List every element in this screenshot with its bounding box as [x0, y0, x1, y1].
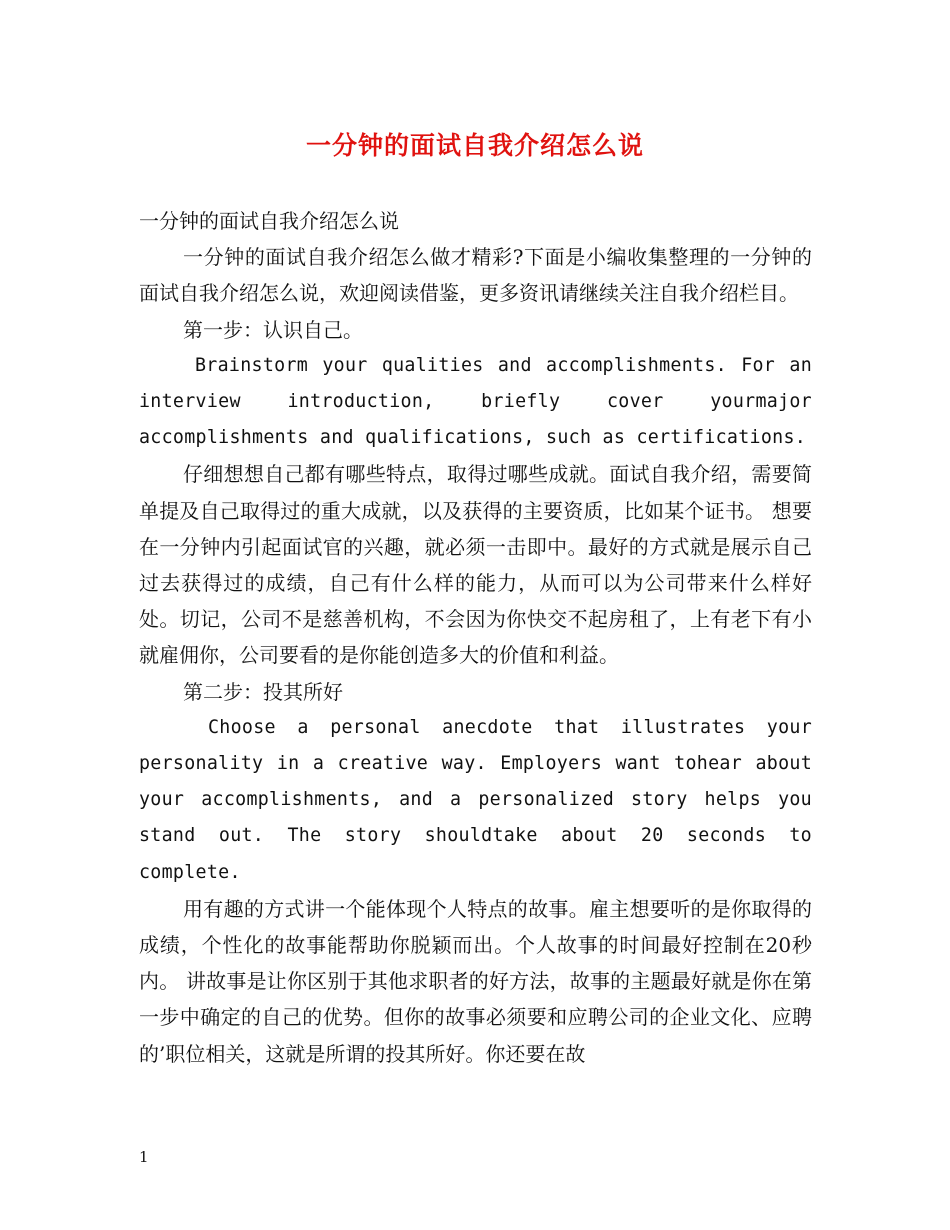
- english-paragraph-1: Brainstorm your qualities and accomplishments. For an interview introduction, briefly cover yourmajor accomplishments and qualifications, such as certifications.: [139, 354, 812, 449]
- step-one-heading: 第一步：认识自己。: [183, 317, 363, 342]
- english-paragraph-2: Choose a personal anecdote that illustrates your personality in a creative way. Employers want tohear about your accomplishments, and a personalized story helps you stand out. The story shouldtake about 20 seconds to complete.: [139, 716, 812, 883]
- section-heading: 一分钟的面试自我介绍怎么说: [139, 209, 399, 233]
- chinese-paragraph-2: 用有趣的方式讲一个能体现个人特点的故事。雇主想要听的是你取得的成绩，个性化的故事能帮助你脱颖而出。个人故事的时间最好控制在20秒内。 讲故事是让你区别于其他求职者的好方法，故事的主题最好就是你在第一步中确定的自己的优势。但你的故事必须要和应聘公司的企业文化、应聘的’职位相关，这就是所谓的投其所好。你还要在故: [139, 896, 812, 1066]
- intro-paragraph: 一分钟的面试自我介绍怎么做才精彩?下面是小编收集整理的一分钟的面试自我介绍怎么说，欢迎阅读借鉴，更多资讯请继续关注自我介绍栏目。: [139, 245, 812, 306]
- step-two-heading: 第二步：投其所好: [183, 679, 343, 704]
- chinese-paragraph-1: 仔细想想自己都有哪些特点，取得过哪些成就。面试自我介绍，需要简单提及自己取得过的重大成就，以及获得的主要资质，比如某个证书。 想要在一分钟内引起面试官的兴趣，就必须一击即中。最好的方式就是展示自己过去获得过的成绩，自己有什么样的能力，从而可以为公司带来什么样好处。切记，公司不是慈善机构，不会因为你快交不起房租了，上有老下有小就雇佣你，公司要看的是你能创造多大的价值和利益。: [139, 462, 812, 668]
- document-title: 一分钟的面试自我介绍怎么说: [305, 131, 644, 160]
- document-body: [139, 203, 812, 1072]
- page-number: 1: [139, 1148, 149, 1166]
